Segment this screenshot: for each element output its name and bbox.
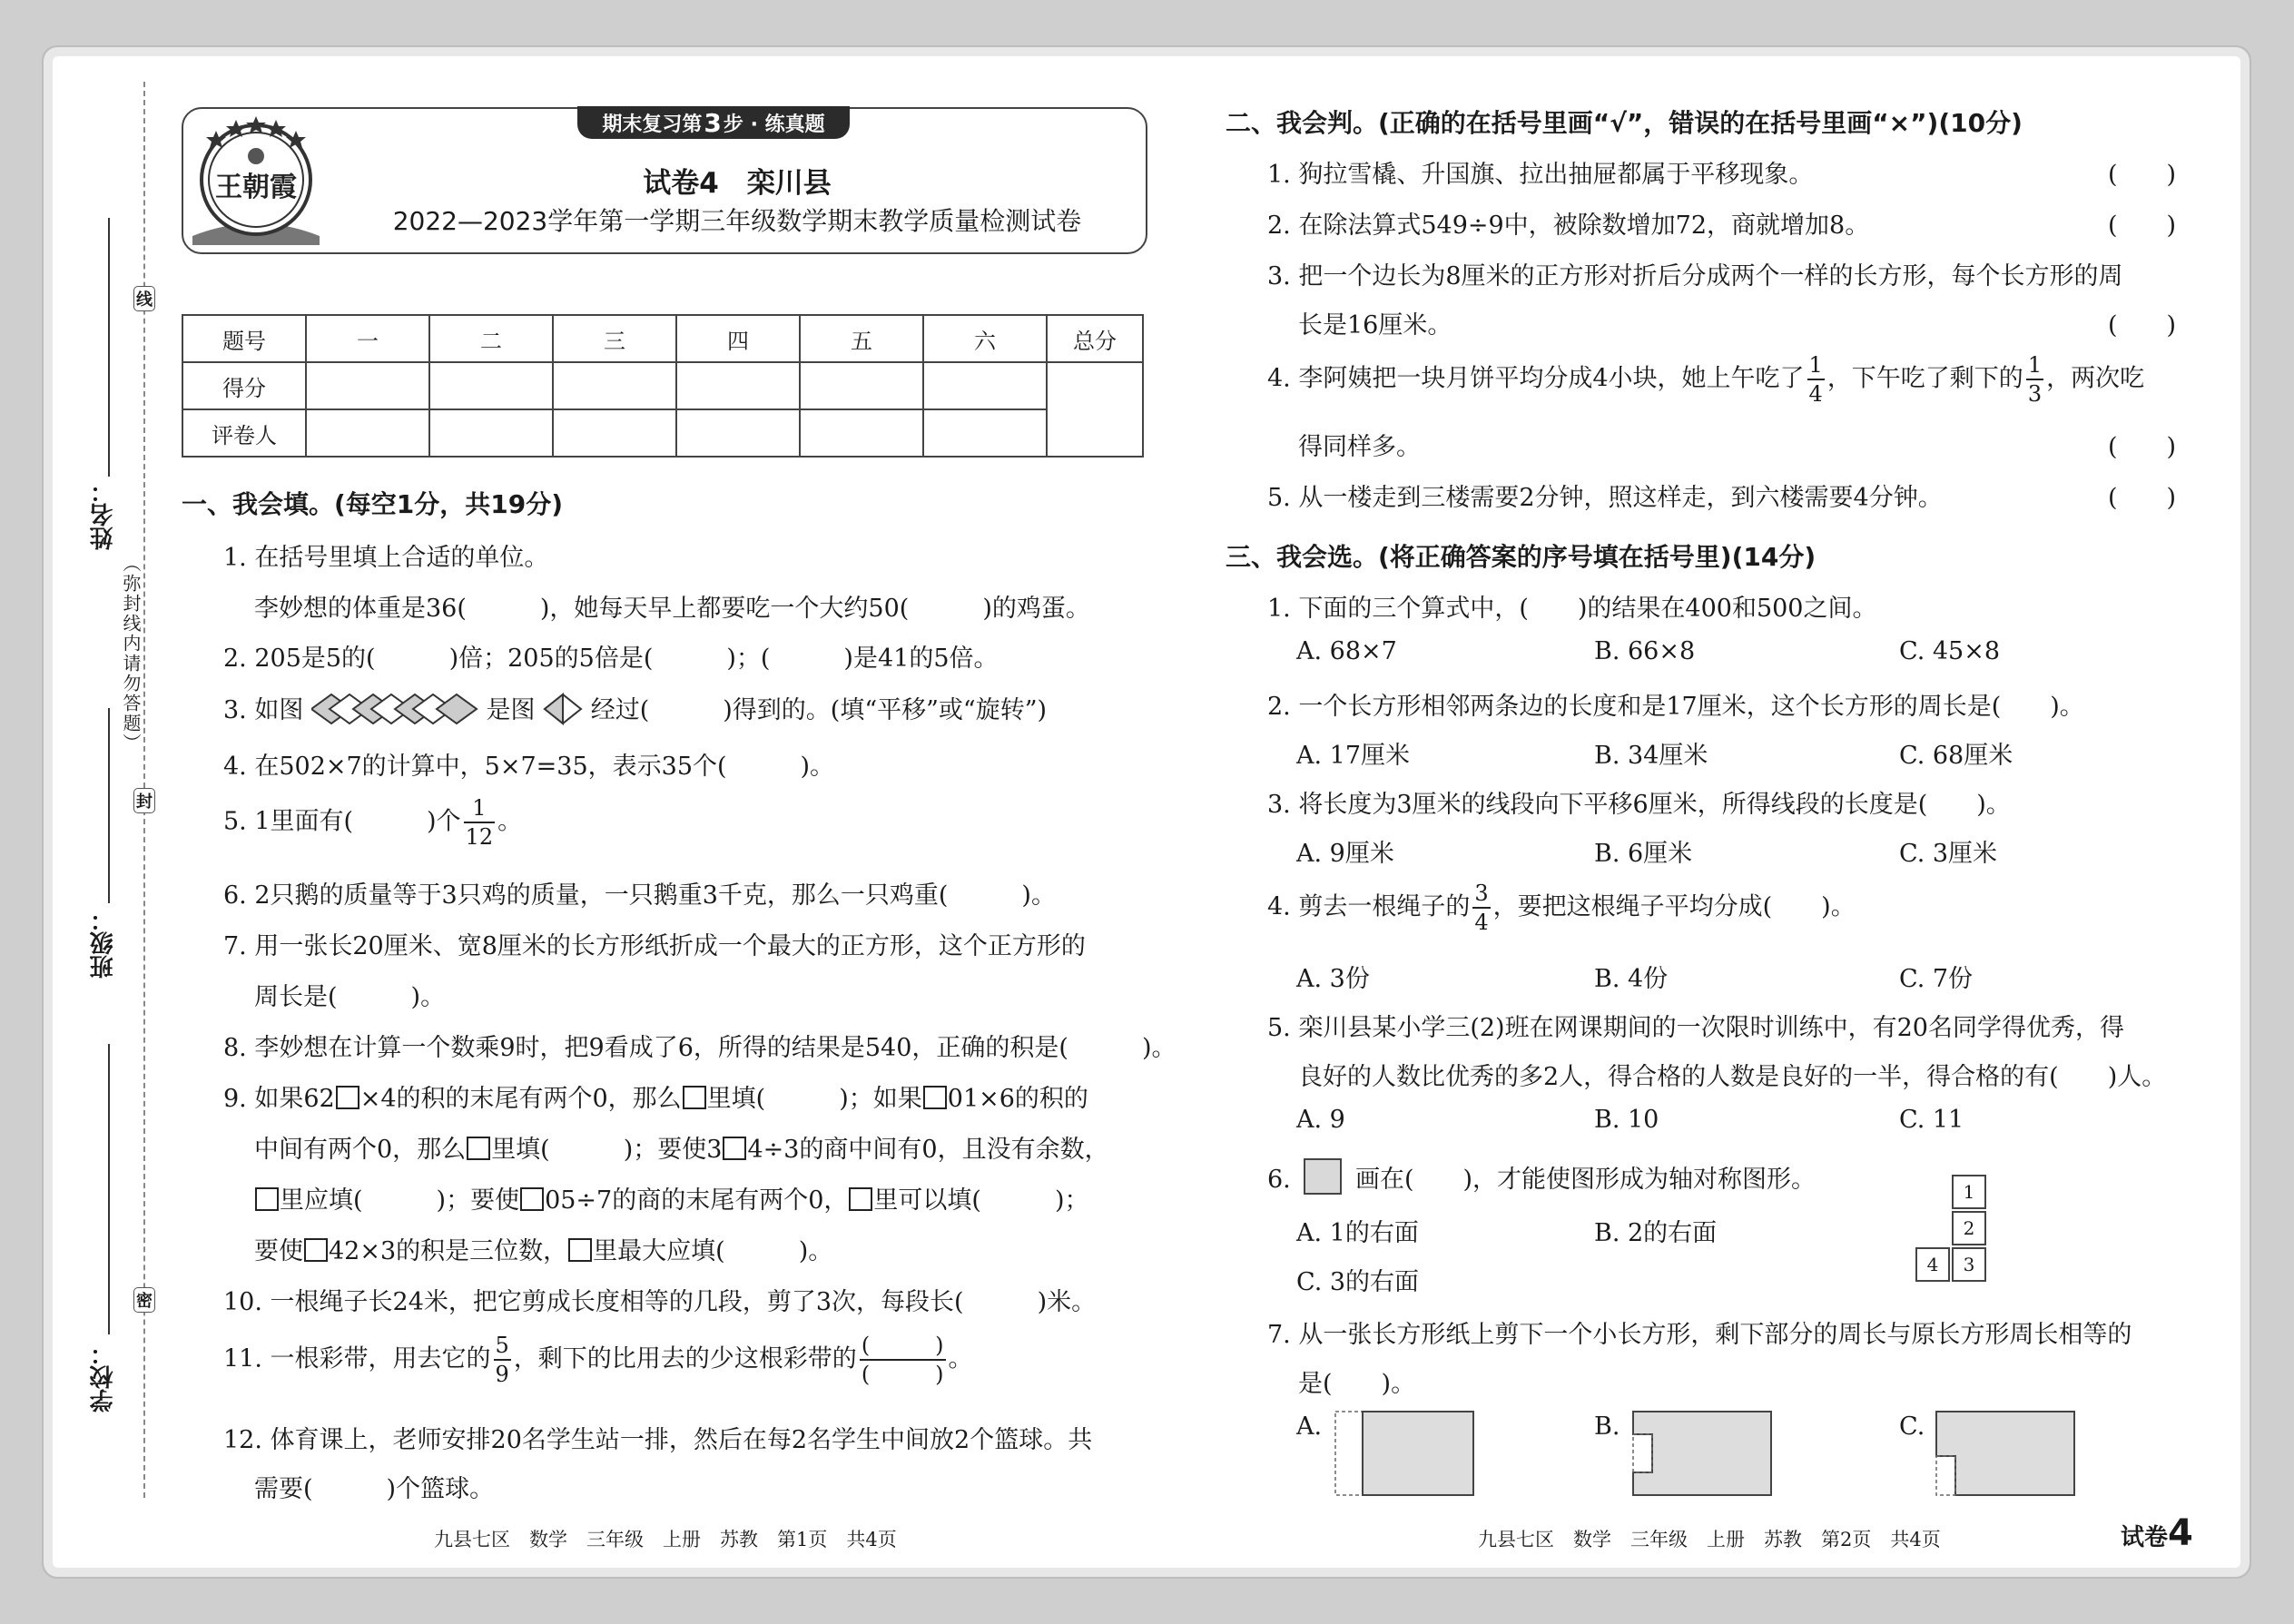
svg-text:王朝霞: 王朝霞 [215, 172, 297, 203]
answer-paren: ( ) [2108, 484, 2177, 512]
score-header-cell: 总分 [1047, 315, 1143, 362]
s3-q3: 3. 将长度为3厘米的线段向下平移6厘米，所得线段的长度是( )。 [1267, 791, 2011, 819]
s1-q12: 12. 体育课上，老师安排20名学生站一排，然后在每2名学生中间放2个篮球。共 [223, 1426, 1093, 1454]
figure-c-icon [1934, 1409, 2079, 1500]
s1-q8: 8. 李妙想在计算一个数乘9时，把9看成了6，所得的结果是540，正确的积是( )。 [223, 1034, 1177, 1062]
score-header-cell: 题号 [182, 315, 306, 362]
answer-paren: ( ) [2108, 311, 2177, 340]
footer-right: 九县七区 数学 三年级 上册 苏教 第2页 共4页 [1478, 1529, 1941, 1550]
option: C. 45×8 [1899, 637, 2001, 665]
option: B. 2的右面 [1594, 1219, 1718, 1247]
option: C. 3的右面 [1296, 1268, 1420, 1296]
s1-q7-b: 周长是( )。 [254, 983, 446, 1011]
s1-q3: 3. 如图 是图 经过( )得到的。(填“平移”或“旋转”) [223, 690, 1047, 725]
s1-q9-c: 里应填( )；要使 05÷7的商的末尾有两个0， 里可以填( )； [254, 1180, 1089, 1216]
s2-q3-b: 长是16厘米。 [1298, 311, 1452, 340]
s3-q6: 6. 画在( )，才能使图形成为轴对称图形。 [1267, 1158, 1816, 1195]
s3-q7: 7. 从一张长方形纸上剪下一个小长方形，剩下部分的周长与原长方形周长相等的 [1267, 1321, 2132, 1349]
s2-q5: 5. 从一楼走到三楼需要2分钟，照这样走，到六楼需要4分钟。 [1267, 484, 1943, 512]
s2-q4-b: 得同样多。 [1298, 433, 1421, 461]
s1-q7: 7. 用一张长20厘米、宽8厘米的长方形纸折成一个最大的正方形，这个正方形的 [223, 932, 1086, 960]
s1-q9: 9. 如果62 ×4的积的末尾有两个0，那么 里填( )；如果 01×6的积的 [223, 1085, 1088, 1113]
score-row-label: 得分 [182, 362, 306, 409]
option: A. [1296, 1412, 1323, 1441]
score-header-cell: 二 [429, 315, 553, 362]
s2-q1: 1. 狗拉雪橇、升国旗、拉出抽屉都属于平移现象。 [1267, 161, 1814, 189]
rhombus-chain-icon [311, 693, 478, 725]
class-label: 班级： [90, 908, 117, 979]
s1-q4: 4. 在502×7的计算中，5×7=35，表示35个( )。 [223, 753, 835, 781]
blank-box [723, 1137, 746, 1160]
bind-char-feng: 封 [133, 788, 155, 813]
s1-q10: 10. 一根绳子长24米，把它剪成长度相等的几段，剪了3次，每段长( )米。 [223, 1288, 1097, 1316]
fraction-5-9: $\frac{5}{9}$ [495, 1333, 509, 1387]
s2-q2: 2. 在除法算式549÷9中，被除数增加72，商就增加8。 [1267, 212, 1870, 240]
option: C. 3厘米 [1899, 840, 1998, 868]
option: A. 68×7 [1296, 637, 1397, 665]
option: B. 4份 [1594, 965, 1669, 993]
option: B. [1594, 1412, 1620, 1441]
s3-q2: 2. 一个长方形相邻两条边的长度和是17厘米，这个长方形的周长是( )。 [1267, 693, 2084, 721]
blank-box [336, 1086, 359, 1109]
option: A. 17厘米 [1296, 742, 1411, 770]
s1-q9-b: 中间有两个0，那么 里填( )；要使3 4÷3的商中间有0，且没有余数， [254, 1136, 1109, 1164]
rhombus-pair-icon [543, 693, 583, 725]
option: C. 11 [1899, 1106, 1964, 1134]
grid-cell-4: 4 [1915, 1247, 1950, 1282]
s3-q1: 1. 下面的三个算式中，( )的结果在400和500之间。 [1267, 595, 1877, 623]
option: A. 9 [1296, 1106, 1345, 1134]
bind-char-mi: 密 [133, 1287, 155, 1313]
total-score-cell [1047, 362, 1143, 457]
option: A. 9厘米 [1296, 840, 1394, 868]
blank-box [568, 1238, 592, 1262]
paper-title: 试卷4 栾川县 [643, 167, 832, 200]
s1-q2: 2. 205是5的( )倍；205的5倍是( )；( )是41的5倍。 [223, 645, 999, 673]
answer-paren: ( ) [2108, 212, 2177, 240]
s1-q6: 6. 2只鹅的质量等于3只鸡的质量，一只鹅重3千克，那么一只鸡重( )。 [223, 881, 1056, 910]
blank-fraction: $\frac{( )}{( )}$ [861, 1333, 944, 1387]
option: B. 66×8 [1594, 637, 1696, 665]
s2-q4: 4. 李阿姨把一块月饼平均分成4小块，她上午吃了 $\frac{1}{4}$ ，下午吃了剩下的 $\frac{1}{3}$ ，两次吃 [1267, 352, 2145, 407]
school-label: 学校： [90, 1342, 117, 1412]
score-header-cell: 五 [800, 315, 923, 362]
score-header-cell: 六 [923, 315, 1047, 362]
option: C. [1899, 1412, 1925, 1441]
fraction-3-4: $\frac{3}{4}$ [1474, 881, 1489, 935]
step-tag: 期末复习第 3 步 · 练真题 [577, 106, 850, 139]
name-line [108, 218, 110, 477]
section1-title: 一、我会填。(每空1分，共19分) [182, 489, 564, 519]
publisher-logo-icon [180, 109, 332, 245]
score-table [182, 314, 1144, 458]
section3-title: 三、我会选。(将正确答案的序号填在括号里)(14分) [1226, 542, 1816, 572]
score-row [182, 362, 1143, 409]
fraction-1-12: $\frac{1}{12}$ [465, 795, 494, 850]
option: B. 6厘米 [1594, 840, 1693, 868]
seal-note: （弥封线内请勿答题） [120, 554, 142, 753]
option: C. 68厘米 [1899, 742, 2013, 770]
option: A. 1的右面 [1296, 1219, 1419, 1247]
s1-q1-b: 李妙想的体重是36( )，她每天早上都要吃一个大约50( )的鸡蛋。 [254, 595, 1090, 623]
paper-badge: 试卷4 [2121, 1512, 2193, 1554]
grader-row-label: 评卷人 [182, 409, 306, 457]
option: B. 34厘米 [1594, 742, 1708, 770]
paper-header [182, 107, 1147, 254]
s3-q4: 4. 剪去一根绳子的 $\frac{3}{4}$ ，要把这根绳子平均分成( )。 [1267, 881, 1856, 935]
s3-q7-b: 是( )。 [1298, 1370, 1416, 1398]
bind-char-xian: 线 [133, 286, 155, 311]
score-header-cell: 四 [676, 315, 800, 362]
section2-title: 二、我会判。(正确的在括号里画“√”，错误的在括号里画“×”)(10分) [1226, 108, 2023, 138]
fraction-1-4: $\frac{1}{4}$ [1808, 352, 1823, 407]
option: C. 7份 [1899, 965, 1974, 993]
score-header-row [182, 315, 1143, 362]
score-header-cell: 一 [306, 315, 429, 362]
name-label: 姓名： [90, 479, 117, 550]
s1-q5: 5. 1里面有( )个 $\frac{1}{12}$ 。 [223, 795, 523, 850]
paper-subtitle: 2022—2023学年第一学期三年级数学期末教学质量检测试卷 [392, 206, 1082, 236]
blank-box [849, 1187, 872, 1211]
school-line [108, 1044, 110, 1334]
blank-box [255, 1187, 279, 1211]
shaded-square-icon [1304, 1158, 1342, 1195]
blank-box [683, 1086, 706, 1109]
s1-q9-d: 要使 42×3的积是三位数， 里最大应填( )。 [254, 1237, 833, 1265]
s1-q11: 11. 一根彩带，用去它的 $\frac{5}{9}$ ，剩下的比用去的少这根彩带的 $\frac{( )}{( )}$ 。 [223, 1333, 973, 1387]
s1-q12-b: 需要( )个篮球。 [254, 1475, 495, 1503]
option: A. 3份 [1296, 965, 1370, 993]
figure-a-icon [1333, 1409, 1478, 1500]
s2-q3: 3. 把一个边长为8厘米的正方形对折后分成两个一样的长方形，每个长方形的周 [1267, 262, 2123, 290]
grid-cell-2: 2 [1952, 1211, 1986, 1245]
option: B. 10 [1594, 1106, 1659, 1134]
score-header-cell: 三 [553, 315, 676, 362]
footer-left: 九县七区 数学 三年级 上册 苏教 第1页 共4页 [434, 1529, 897, 1550]
s3-q5-b: 良好的人数比优秀的多2人，得合格的人数是良好的一半，得合格的有( )人。 [1298, 1063, 2167, 1091]
blank-box [467, 1137, 490, 1160]
class-line [108, 708, 110, 903]
figure-b-icon [1630, 1409, 1776, 1500]
fraction-1-3: $\frac{1}{3}$ [2027, 352, 2043, 407]
answer-paren: ( ) [2108, 161, 2177, 189]
blank-box [304, 1238, 328, 1262]
grid-cell-1: 1 [1952, 1175, 1986, 1209]
blank-box [923, 1086, 947, 1109]
s3-q5: 5. 栾川县某小学三(2)班在网课期间的一次限时训练中，有20名同学得优秀，得 [1267, 1014, 2124, 1042]
s1-q1: 1. 在括号里填上合适的单位。 [223, 544, 549, 572]
grid-cell-3: 3 [1952, 1247, 1986, 1282]
blank-box [520, 1187, 544, 1211]
grader-row [182, 409, 1143, 457]
answer-paren: ( ) [2108, 433, 2177, 461]
